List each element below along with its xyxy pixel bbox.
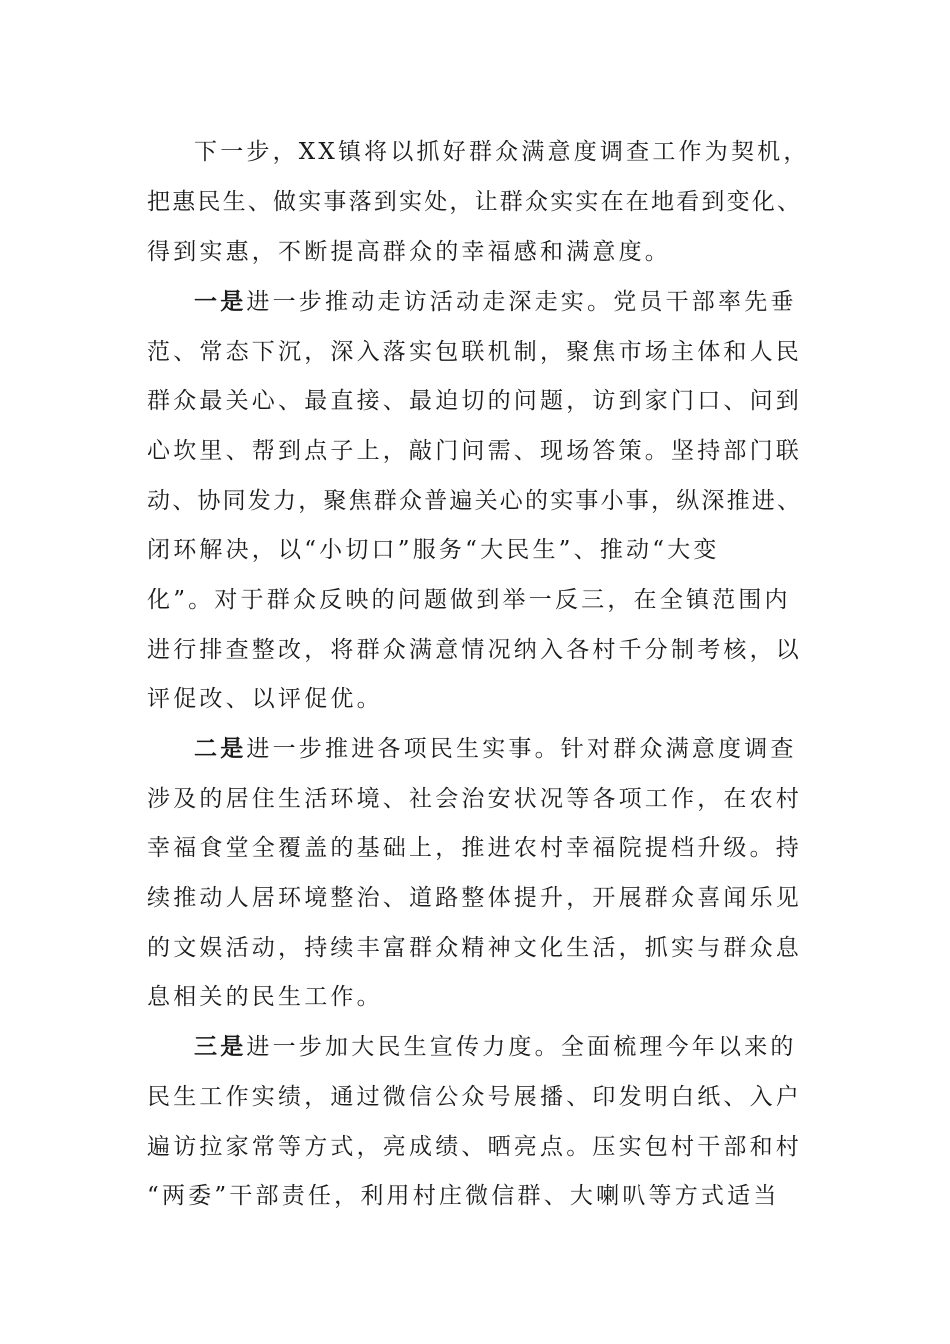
paragraph-4-line-3: 遍访拉家常等方式，亮成绩、晒亮点。压实包村干部和村	[147, 1134, 802, 1160]
paragraph-2-line-3: 群众最关心、最直接、最迫切的问题，访到家门口、问到	[147, 388, 802, 414]
paragraph-1-line-2: 把惠民生、做实事落到实处，让群众实实在在地看到变化、	[147, 189, 803, 215]
paragraph-2-line-1-text: 进一步推动走访活动走深走实。党员干部率先垂	[246, 289, 797, 315]
paragraph-2-line-1	[194, 282, 854, 322]
paragraph-2-lead: 一是	[194, 289, 247, 315]
paragraph-3-line-1-text: 进一步推进各项民生实事。针对群众满意度调查	[246, 736, 797, 762]
paragraph-4-line-1	[194, 1027, 854, 1067]
paragraph-1-line-3: 得到实惠，不断提高群众的幸福感和满意度。	[147, 239, 671, 265]
paragraph-4-line-1-text: 进一步加大民生宣传力度。全面梳理今年以来的	[246, 1034, 797, 1060]
paragraph-4-line-2: 民生工作实绩，通过微信公众号展播、印发明白纸、入户	[147, 1084, 802, 1110]
paragraph-3-line-5: 的文娱活动，持续丰富群众精神文化生活，抓实与群众息	[147, 935, 802, 961]
paragraph-3-line-2: 涉及的居住生活环境、社会治安状况等各项工作，在农村	[147, 786, 802, 812]
paragraph-2-line-6: 闭环解决，以“小切口”服务“大民生”、推动“大变	[147, 537, 720, 563]
paragraph-2-line-4: 心坎里、帮到点子上，敲门问需、现场答策。坚持部门联	[147, 438, 802, 464]
paragraph-3-line-6: 息相关的民生工作。	[147, 984, 383, 1010]
paragraph-4-line-4: “两委”干部责任，利用村庄微信群、大喇叭等方式适当	[147, 1183, 780, 1209]
paragraph-1-line-1: 下一步，XX镇将以抓好群众满意度调查工作为契机，	[194, 139, 810, 165]
paragraph-3-line-4: 续推动人居环境整治、道路整体提升，开展群众喜闻乐见	[147, 885, 802, 911]
paragraph-3-line-1	[194, 729, 854, 769]
paragraph-3-line-3: 幸福食堂全覆盖的基础上，推进农村幸福院提档升级。持	[147, 835, 802, 861]
paragraph-3-lead: 二是	[194, 736, 247, 762]
paragraph-2-line-8: 进行排查整改，将群众满意情况纳入各村千分制考核，以	[147, 637, 802, 663]
paragraph-2-line-5: 动、协同发力，聚焦群众普遍关心的实事小事，纵深推进、	[147, 488, 803, 514]
paragraph-2-line-9: 评促改、以评促优。	[147, 686, 383, 712]
paragraph-2-line-7: 化”。对于群众反映的问题做到举一反三，在全镇范围内	[147, 587, 791, 613]
paragraph-4-lead: 三是	[194, 1034, 247, 1060]
paragraph-2-line-2: 范、常态下沉，深入落实包联机制，聚焦市场主体和人民	[147, 339, 802, 365]
